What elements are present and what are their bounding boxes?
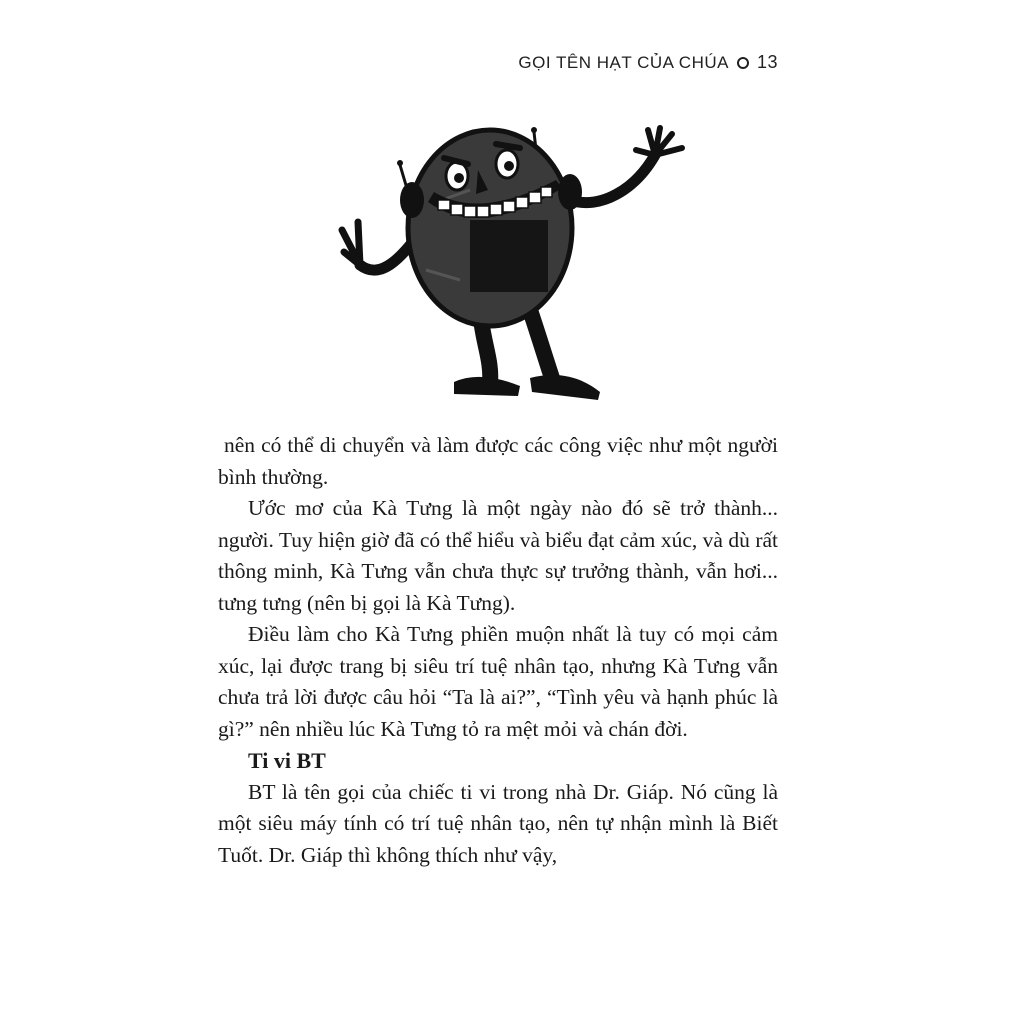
page-number: 13: [756, 52, 778, 72]
paragraph: nên có thể di chuyển và làm được các công việc như một người bình thường.: [218, 433, 778, 489]
running-header: [518, 52, 778, 73]
body-text: [218, 430, 778, 871]
left-hand: [342, 222, 360, 265]
paragraph: BT là tên gọi của chiếc ti vi trong nhà Dr. Giáp. Nó cũng là một siêu máy tính có trí tuệ nhân tạo, nên tự nhận mình là Biết Tuốt. Dr. Giáp thì không thích như vậy,: [218, 779, 778, 867]
right-arm: [570, 155, 655, 203]
running-title: GỌI TÊN HẠT CỦA CHÚA: [518, 52, 729, 72]
paragraph: Điều làm cho Kà Tưng phiền muộn nhất là tuy có mọi cảm xúc, lại được trang bị siêu trí tuệ nhân tạo, nhưng Kà Tưng vẫn chưa trả lời được câu hỏi “Ta là ai?”, “Tình yêu và hạnh phúc là gì?” nên nhiều lúc Kà Tưng tỏ ra mệt mỏi và chán đời.: [218, 622, 778, 741]
right-shoe: [530, 375, 600, 400]
chest-panel: [470, 220, 548, 292]
section-heading: Ti vi BT: [248, 748, 326, 773]
paragraph: Ước mơ của Kà Tưng là một ngày nào đó sẽ trở thành... người. Tuy hiện giờ đã có thể hiểu và biểu đạt cảm xúc, và dù rất thông minh, Kà Tưng vẫn chưa thực sự trưởng thành, vẫn hơi... tưng tưng (nên bị gọi là Kà Tưng).: [218, 496, 778, 615]
left-shoe: [454, 377, 520, 396]
right-leg: [530, 310, 552, 378]
right-hand: [636, 128, 682, 155]
bullet-dot-icon: [737, 57, 749, 69]
robot-character-illustration: [330, 120, 690, 410]
